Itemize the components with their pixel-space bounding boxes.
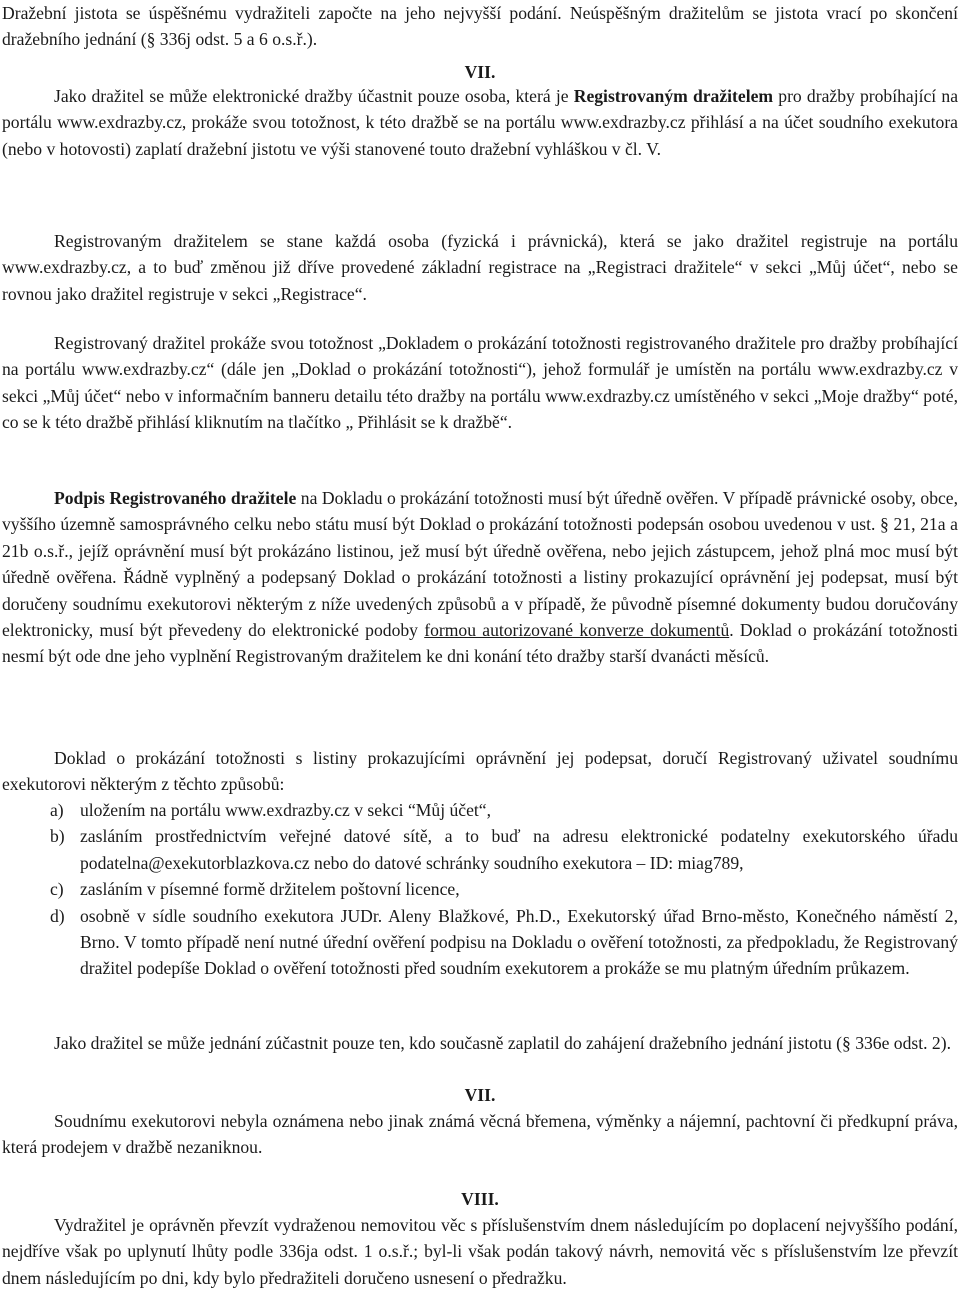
list-item: [0, 797, 958, 823]
registration-paragraph: Registrovaným dražitelem se stane každá osoba (fyzická i právnická), která se jako dražitel registruje na portálu www.exdrazby.cz, a to buď změnou již dříve provedené základní registrace na „Registraci dražitele“ v sekci „Můj účet“, nebo se rovnou jako dražitel registruje v sekci „Registrace“.: [2, 231, 958, 304]
list-marker: a): [50, 800, 64, 820]
section-heading-vii: VII.: [464, 62, 496, 82]
list-item: [0, 876, 958, 902]
list-item-text: osobně v sídle soudního exekutora JUDr. Aleny Blažkové, Ph.D., Exekutorský úřad Brno-město, Konečného náměstí 2, Brno. V tomto případě není nutné úřední ověření podpisu na Dokladu o ověření totožnosti, za předpokladu, že Registrovaný dražitel podepíše Doklad o ověření totožnosti před soudním exekutorem a prokáže se mu platným úředním průkazem.: [80, 905, 958, 979]
list-item: [0, 823, 958, 876]
list-item: [0, 903, 958, 982]
identity-proof-paragraph: Registrovaný dražitel prokáže svou totožnost „Dokladem o prokázání totožnosti registrovaného dražitele pro dražby probíhající na portálu www.exdrazby.cz“ (dále jen „Doklad o prokázání totožnosti“), jehož formulář je umístěn na portálu www.exdrazby.cz v sekci „Můj účet“ nebo v informačním banneru detailu této dražby na portálu www.exdrazby.cz umístěného v sekci „Moje dražby“ poté, co se k této dražbě přihlásí kliknutím na tlačítko „ Přihlásit se k dražbě“.: [2, 333, 958, 433]
encumbrances-paragraph: Soudnímu exekutorovi nebyla oznámena nebo jinak známá věcná břemena, výměnky a nájemní, pachtovní či předkupní práva, která prodejem v dražbě nezaniknou.: [2, 1111, 958, 1158]
takeover-paragraph: Vydražitel je oprávněn převzít vydraženou nemovitou věc s příslušenstvím dnem následujícím po doplacení nejvyššího podání, nejdříve však po uplynutí lhůty podle 336ja odst. 1 o.s.ř.; byl-li však podán takový návrh, nemovitá věc s příslušenstvím lze převzít dnem následujícím po dni, kdy bylo předražiteli doručeno usnesení o předražku.: [2, 1215, 958, 1288]
section-heading-vii-second: VII.: [464, 1085, 496, 1105]
signature-paragraph: [2, 485, 958, 670]
list-marker: d): [50, 905, 65, 926]
jistota-paragraph: Dražební jistota se úspěšnému vydražiteli započte na jeho nejvyšší podání. Neúspěšným dražitelům se jistota vrací po skončení dražebního jednání (§ 336j odst. 5 a 6 o.s.ř.).: [2, 3, 958, 50]
list-item-text: zasláním prostřednictvím veřejné datové sítě, a to buď na adresu elektronické podatelny exekutorského úřadu podatelna@exekutorblazkova.cz nebo do datové schránky soudního exekutora – ID: miag789,: [80, 826, 958, 873]
delivery-methods-list: [0, 797, 958, 982]
paragraph-text: . Doklad o prokázání totožnosti nesmí být ode dne jeho vyplnění Registrovaným dražitelem ke dni konání této dražby starší dvanácti měsíců.: [2, 620, 958, 667]
authorized-conversion-link[interactable]: formou autorizované konverze dokumentů: [424, 620, 730, 641]
registered-bidder-paragraph: [2, 83, 958, 162]
bold-term: Registrovaným dražitelem: [573, 86, 774, 106]
participation-paragraph: Jako dražitel se může jednání zúčastnit pouze ten, kdo současně zaplatil do zahájení dražebního jednání jistotu (§ 336e odst. 2).: [54, 1033, 951, 1053]
paragraph-text: Jako dražitel se může elektronické dražby účastnit pouze osoba, která je: [54, 86, 574, 106]
list-item-text: uložením na portálu www.exdrazby.cz v sekci “Můj účet“,: [80, 800, 492, 820]
delivery-methods-intro: Doklad o prokázání totožnosti s listiny prokazujícími oprávnění jej podepsat, doručí Registrovaný uživatel soudnímu exekutorovi některým z těchto způsobů:: [2, 748, 958, 795]
list-marker: b): [50, 826, 65, 847]
bold-term: Podpis Registrovaného dražitele: [54, 488, 297, 508]
section-heading-viii: VIII.: [461, 1189, 499, 1209]
list-marker: c): [50, 879, 64, 900]
paragraph-text: pro dražby probíhající na portálu www.exdrazby.cz, prokáže svou totožnost, k této dražbě se na portálu www.exdrazby.cz přihlásí a na účet soudního exekutora (nebo v hotovosti) zaplatí dražební jistotu ve výši stanovené touto dražební vyhláškou v čl. V.: [2, 86, 958, 159]
paragraph-text: na Dokladu o prokázání totožnosti musí být úředně ověřen. V případě právnické osoby, obce, vyššího územně samosprávného celku nebo státu musí být Doklad o prokázání totožnosti podepsán osobou uvedenou v ust. § 21, 21a a 21b o.s.ř., jejíž oprávnění musí být prokázáno listinou, jež musí být úředně ověřena, nebo jejich zástupcem, jehož plná moc musí být úředně ověřena. Řádně vyplněný a podepsaný Doklad o prokázání totožnosti a listiny prokazující oprávnění jej podepsat, musí být doručeny soudnímu exekutorovi některým z níže uvedených způsobů a v případě, že původně písemné dokumenty budou doručovány elektronicky, musí být převedeny do elektronické podoby: [2, 488, 959, 641]
list-item-text: zasláním v písemné formě držitelem poštovní licence,: [80, 879, 460, 900]
